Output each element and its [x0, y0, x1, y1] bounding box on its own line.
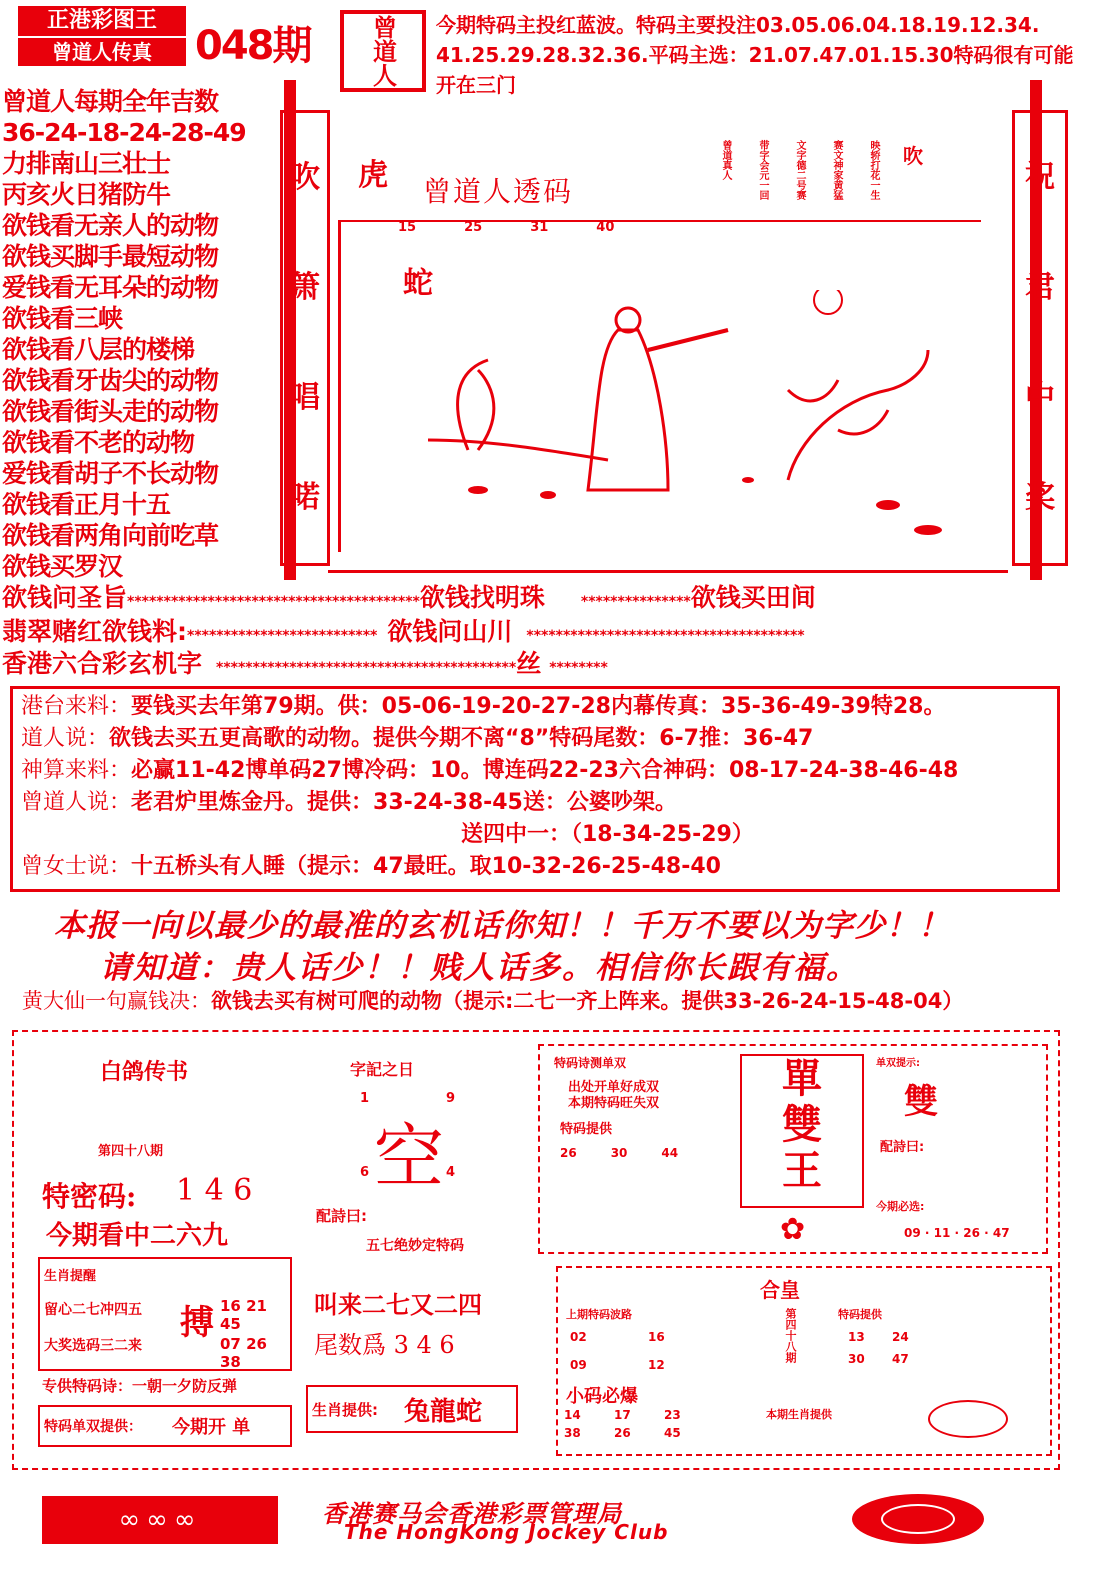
star-line-mid: 欲钱找明珠	[419, 583, 545, 612]
star-line-stars: ********	[549, 660, 608, 676]
xm-num: 38	[564, 1426, 581, 1440]
he-title: 合皇	[760, 1278, 800, 1302]
poem-col: 带字会元一回	[757, 140, 768, 200]
mid-n9: 9	[446, 1091, 456, 1106]
xm-num: 23	[664, 1408, 681, 1422]
left-line: 欲钱买罗汉	[2, 552, 123, 581]
slogan-line-2: 请知道：贵人话少！！贱人话多。相信你长跟有福。	[100, 950, 859, 986]
notice-line-1: 今期特码主投红蓝波。特码主要投注03.05.06.04.18.19.12.34.	[436, 13, 1040, 37]
huang-text: 欲钱去买有树可爬的动物（提示:二七一齐上阵来。提供33-26-24-15-48-04）	[211, 989, 964, 1013]
mid-weishu: 尾数爲 3 4 6	[314, 1331, 455, 1359]
lp-num: 16	[648, 1330, 665, 1344]
tt-num: 24	[892, 1330, 909, 1344]
table-row: 生肖提醒	[44, 1269, 97, 1284]
table-row: 留心二七冲四五	[44, 1302, 142, 1318]
flower-icon: ✿	[780, 1212, 806, 1247]
info-label: 曾道人说：	[21, 790, 132, 815]
scroll-left-panel	[280, 110, 330, 566]
dsw-box	[740, 1054, 864, 1208]
scroll-left-char: 吹	[290, 160, 320, 195]
header-notice	[436, 10, 1086, 100]
scroll-right-panel	[1012, 110, 1068, 566]
tt-num: 47	[892, 1352, 909, 1366]
scroll-left-char: 喏	[290, 480, 320, 515]
painting-number: 40	[596, 220, 615, 235]
mid-n6: 6	[360, 1165, 370, 1180]
info-row	[21, 851, 1049, 883]
tema-tigong: 特码提供	[838, 1308, 882, 1321]
right-title: 特码诗测单双	[554, 1056, 627, 1070]
slogan-line-1: 本报一向以最少的最准的玄机话你知！！千万不要以为字少！！	[54, 908, 950, 944]
left-line: 欲钱买脚手最短动物	[2, 242, 219, 271]
lp-num: 02	[570, 1330, 587, 1344]
left-line: 曾道人每期全年吉数	[2, 87, 219, 116]
painting-number: 25	[464, 220, 483, 235]
poem-col: 曾道真人	[720, 140, 731, 180]
info-box	[10, 686, 1060, 892]
mid-jiao: 叫来二七又二四	[314, 1290, 482, 1319]
dsw-char: 單	[782, 1055, 822, 1102]
scroll-left-char: 唱	[290, 380, 320, 415]
dsw-char: 雙	[782, 1101, 822, 1148]
special-poem: 专供特码诗：一朝一夕防反弹	[42, 1377, 238, 1395]
danshuang-box	[38, 1405, 292, 1447]
left-line: 欲钱看不老的动物	[2, 428, 195, 457]
left-line: 欲钱看两角向前吃草	[2, 521, 219, 550]
info-row	[21, 691, 1049, 723]
mid-shengxiao-box	[306, 1385, 518, 1433]
painting-number: 31	[530, 220, 549, 235]
painting-title: 曾道人透码	[423, 175, 574, 208]
star-line-stars: *****************************************	[216, 660, 517, 676]
info-label: 道人说：	[21, 726, 110, 751]
xm-num: 14	[564, 1408, 581, 1422]
star-line-label: 欲钱问圣旨	[2, 583, 128, 612]
mid-big-char: 空	[374, 1116, 444, 1198]
tt-num: 30	[848, 1352, 865, 1366]
left-table	[38, 1257, 292, 1371]
mid-shengxiao-label: 生肖提供:	[312, 1401, 378, 1419]
seal-text: 曾道人	[368, 15, 398, 87]
tema-num: 44	[661, 1146, 679, 1160]
scroll-right-char: 祝	[1025, 160, 1055, 195]
left-line: 36-24-18-24-28-49	[2, 118, 246, 147]
footer-logo-inner	[881, 1504, 955, 1534]
issue-number: 048期	[195, 23, 311, 69]
line-kan: 今期看中二六九	[46, 1221, 229, 1251]
footer-logo-left: ∞∞∞	[42, 1496, 278, 1544]
painting-zodiac-tiger: 虎	[358, 158, 388, 193]
star-line-stars: **************************************	[526, 628, 805, 644]
left-line: 欲钱看无亲人的动物	[2, 211, 219, 240]
seal-stamp	[340, 10, 426, 92]
info-label: 曾女士说：	[21, 854, 132, 879]
xm-nums	[564, 1408, 714, 1440]
left-line: 欲钱看八层的楼梯	[2, 335, 195, 364]
bo-char: 搏	[180, 1303, 214, 1343]
info-text: 十五桥头有人睡（提示：47最旺。取10-32-26-25-48-40	[131, 854, 721, 879]
star-line-label: 翡翠赌红欲钱料:	[2, 617, 187, 646]
bixuan-nums: 09 · 11 · 26 · 47	[904, 1226, 1010, 1240]
danshuang-value: 今期开 单	[172, 1417, 251, 1438]
info-row	[21, 723, 1049, 755]
header-logo	[18, 6, 186, 68]
mid-n1: 1	[360, 1091, 370, 1106]
scroll-left-char: 箫	[290, 270, 320, 305]
left-line: 力排南山三壮士	[2, 149, 171, 178]
notice-line-2: 41.25.29.28.32.36.平码主选：21.07.47.01.15.30特码很有可能	[436, 43, 1074, 67]
nums-row: 07 26 38	[220, 1335, 267, 1371]
left-column	[2, 86, 282, 582]
table-row: 大奖选码三二来	[44, 1338, 142, 1354]
notice-line-3: 开在三门	[436, 73, 516, 97]
panel-mid-title: 字記之日	[350, 1060, 415, 1079]
poem-col: 吹	[903, 144, 923, 168]
code-label: 特密码:	[42, 1180, 137, 1213]
info-label: 港台来料：	[21, 694, 132, 719]
star-line-mid: 丝	[516, 649, 542, 678]
code-value: 1 4 6	[176, 1173, 253, 1208]
painting-zodiac-snake: 蛇	[403, 266, 433, 301]
poem-col: 映轿打花一生	[868, 140, 879, 200]
poem-col: 赛文神家黄猛	[831, 140, 842, 200]
panel-left-sub: 第四十八期	[98, 1144, 164, 1159]
mid-poem: 五七绝妙定特码	[366, 1238, 464, 1254]
tema-num: 30	[610, 1146, 628, 1160]
right-tema-label: 特码提供	[560, 1122, 613, 1137]
xiaoma: 小码必爆	[566, 1386, 638, 1407]
star-line-1	[2, 582, 816, 618]
panel-left-title: 白鸽传书	[100, 1059, 189, 1085]
left-line: 爱钱看胡子不长动物	[2, 459, 219, 488]
last-period: 上期特码波路	[566, 1308, 632, 1321]
tt-num: 13	[848, 1330, 865, 1344]
benqi: 本期生肖提供	[766, 1408, 832, 1421]
info-row	[21, 819, 1049, 851]
panel-right	[530, 1040, 1055, 1460]
left-line: 丙亥火日猪防牛	[2, 180, 171, 209]
scroll-right-char: 中	[1025, 380, 1055, 415]
info-text: 必赢11-42博单码27博冷码：10。博连码22-23六合神码：08-17-24-38-46-48	[131, 758, 959, 783]
left-line: 欲钱看牙齿尖的动物	[2, 366, 219, 395]
info-text: 送四中一：（18-34-25-29）	[461, 822, 754, 847]
left-line: 欲钱看街头走的动物	[2, 397, 219, 426]
star-line-mid: 欲钱问山川	[387, 617, 513, 646]
info-text: 要钱买去年第79期。供：05-06-19-20-27-28内幕传真：35-36-49-39特28。	[131, 694, 946, 719]
panel-left	[28, 1045, 296, 1455]
footer-logo-right	[852, 1494, 984, 1544]
xm-num: 17	[614, 1408, 631, 1422]
shuang-title: 单双提示:	[876, 1058, 920, 1069]
logo-top: 正港彩图王	[18, 6, 186, 36]
info-text: 老君炉里炼金丹。提供：33-24-38-45送：公婆吵架。	[131, 790, 677, 815]
xm-num: 45	[664, 1426, 681, 1440]
bixuan: 今期必选:	[876, 1200, 925, 1213]
info-label: 神算来料：	[21, 758, 132, 783]
nums-row: 16 21 45	[220, 1297, 267, 1333]
footer-org-cn: 香港赛马会香港彩票管理局	[322, 1499, 622, 1528]
peishi: 配詩曰:	[880, 1140, 925, 1155]
star-line-stars: **************************	[187, 628, 378, 644]
star-line-label: 香港六合彩玄机字	[2, 649, 203, 678]
poem-col: 文字德二号赛	[794, 140, 805, 200]
xm-num: 26	[614, 1426, 631, 1440]
lp-num: 12	[648, 1358, 665, 1372]
mid-shengxiao: 兔龍蛇	[404, 1397, 483, 1427]
painting-number: 15	[398, 220, 417, 235]
info-row	[21, 755, 1049, 787]
star-line-stars: ***************	[580, 594, 691, 610]
mid-n4: 4	[446, 1165, 456, 1180]
right-tema-nums	[560, 1146, 678, 1160]
footer-org-en: The HongKong Jockey Club	[344, 1520, 669, 1544]
star-line-stars: ****************************************	[127, 594, 420, 610]
star-line-2	[2, 616, 805, 652]
tema-num: 26	[560, 1146, 577, 1160]
star-line-end: 欲钱买田间	[690, 583, 816, 612]
center-text: 第四十八期	[784, 1308, 797, 1363]
right-seal	[928, 1400, 1008, 1438]
painting	[328, 100, 1008, 573]
left-line: 爱钱看无耳朵的动物	[2, 273, 219, 302]
right-poem1: 出处开单好成双	[568, 1080, 660, 1095]
huang-line	[22, 985, 963, 1015]
star-line-3	[2, 648, 608, 684]
info-row	[21, 787, 1049, 819]
scroll-right-char: 君	[1025, 270, 1055, 305]
info-text: 欲钱去买五更高歌的动物。提供今期不离“8”特码尾数：6-7推：36-47	[109, 726, 814, 751]
lp-num: 09	[570, 1358, 587, 1372]
huang-label: 黄大仙一句赢钱决：	[22, 989, 211, 1013]
logo-bottom: 曾道人传真	[18, 38, 186, 66]
scroll-right-char: 奖	[1025, 480, 1055, 515]
shuang-char: 雙	[904, 1082, 938, 1122]
painting-illustration	[368, 290, 968, 550]
left-line: 欲钱看三峡	[2, 304, 123, 333]
panel-mid	[300, 1045, 522, 1455]
right-poem2: 本期特码旺失双	[568, 1096, 660, 1111]
dsw-char: 王	[782, 1147, 822, 1194]
painting-numbers	[398, 220, 614, 235]
danshuang-label: 特码单双提供：	[44, 1419, 142, 1435]
left-line: 欲钱看正月十五	[2, 490, 171, 519]
mid-poem-label: 配詩曰:	[316, 1207, 367, 1225]
